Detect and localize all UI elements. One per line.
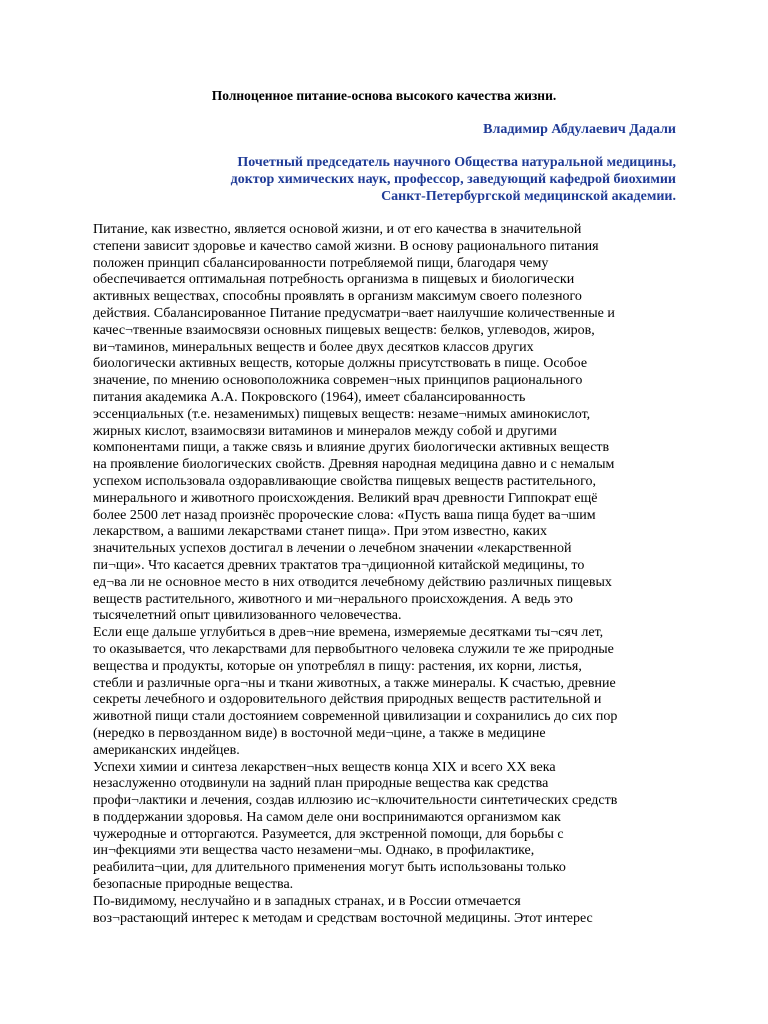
- body-line: лекарством, а вашими лекарствами станет пища». При этом известно, каких: [93, 524, 547, 540]
- body-line: Питание, как известно, является основой жизни, и от его качества в значительной: [93, 222, 582, 237]
- author-affiliation: [76, 154, 676, 205]
- body-line: реабилита¬ции, для длительного применения могут быть использованы только: [93, 860, 566, 876]
- body-line: значение, по мнению основоположника современ¬ных принципов рационального: [93, 373, 583, 389]
- document-title: Полноценное питание-основа высокого качества жизни.: [211, 88, 557, 103]
- body-line: ед¬ва ли не основное место в них отводится лечебному действию различных пищевых: [93, 574, 612, 590]
- body-line: (нередко в первозданном виде) в восточной меди¬цине, а также в медицине: [93, 725, 546, 741]
- body-line: животной пищи стали достоянием современной цивилизации и сохранились до сих пор: [93, 709, 618, 725]
- affiliation-line: доктор химических наук, профессор, заведующий кафедрой биохимии: [230, 172, 676, 187]
- body-line: профи¬лактики и лечения, создав иллюзию ис¬ключительности синтетических средств: [93, 793, 618, 809]
- body-line: американских индейцев.: [93, 742, 240, 758]
- affiliation-line: Почетный председатель научного Общества натуральной медицины,: [237, 155, 676, 170]
- body-line: питания академика А.А. Покровского (1964), имеет сбалансированность: [93, 389, 526, 405]
- body-line: качес¬твенные взаимосвязи основных пищевых веществ: белков, углеводов, жиров,: [93, 322, 595, 338]
- body-line: компонентами пищи, а также связь и влияние других биологически активных веществ: [93, 440, 610, 456]
- affiliation-line: Санкт-Петербургской медицинской академии.: [381, 189, 676, 204]
- body-line: действия. Сбалансированное Питание предусматри¬вает наилучшие количественные и: [93, 305, 615, 321]
- body-line: стебли и различные орга¬ны и ткани животных, а также минералы. К счастью, древние: [93, 675, 616, 691]
- body-line: По-видимому, неслучайно и в западных странах, и в России отмечается: [93, 893, 521, 909]
- body-line: активных веществах, способны проявлять в организм максимум своего полезного: [93, 289, 582, 305]
- body-line: ин¬фекциями эти вещества часто незамени¬мы. Однако, в профилактике,: [93, 843, 535, 859]
- body-line: то оказывается, что лекарствами для первобытного человека служили те же природные: [93, 641, 614, 657]
- body-line: степени зависит здоровье и качество самой жизни. В основу рационального питания: [93, 238, 599, 254]
- body-line: в поддержании здоровья. На самом деле они воспринимаются организмом как: [93, 809, 561, 825]
- body-line: Если еще дальше углубиться в древ¬ние времена, измеряемые десятками ты¬сяч лет,: [93, 625, 604, 641]
- body-line: пи¬щи». Что касается древних трактатов тра¬диционной китайской медицины, то: [93, 557, 585, 573]
- body-line: секреты лечебного и оздоровительного действия природных веществ растительной и: [93, 692, 602, 708]
- body-line: незаслуженно отодвинули на задний план природные вещества как средства: [93, 776, 549, 792]
- body-line: более 2500 лет назад произнёс пророческие слова: «Пусть ваша пища будет ва¬шим: [93, 507, 596, 523]
- body-line: воз¬растающий интерес к методам и средствам восточной медицины. Этот интерес: [93, 910, 593, 926]
- body-line: ви¬таминов, минеральных веществ и более двух десятков классов других: [93, 339, 534, 355]
- body-line: эссенциальных (т.е. незаменимых) пищевых веществ: незаме¬нимых аминокислот,: [93, 406, 591, 422]
- body-line: тысячелетний опыт цивилизованного человечества.: [93, 608, 402, 624]
- body-line: чужеродные и отторгаются. Разумеется, для экстренной помощи, для борьбы с: [93, 826, 564, 842]
- body-line: жирных кислот, взаимосвязи витаминов и минералов между собой и другими: [93, 423, 557, 439]
- body-line: обеспечивается оптимальная потребность организма в пищевых и биологически: [93, 272, 575, 288]
- author-name: Владимир Абдулаевич Дадали: [483, 122, 676, 137]
- body-line: вещества и продукты, которые он употреблял в пищу: растения, их корни, листья,: [93, 658, 582, 674]
- body-line: биологически активных веществ, которые должны присутствовать в пище. Особое: [93, 356, 588, 372]
- body-line: веществ растительного, животного и ми¬нерального происхождения. А ведь это: [93, 591, 573, 607]
- body-line: значительных успехов достигал в лечении о лечебном значении «лекарственной: [93, 541, 572, 557]
- body-line: минерального и животного происхождения. Великий врач древности Гиппократ ещё: [93, 490, 598, 506]
- body-line: на проявление биологических свойств. Древняя народная медицина давно и с немалым: [93, 457, 615, 473]
- article-body: [93, 222, 693, 927]
- body-line: положен принцип сбалансированности потребляемой пищи, благодаря чему: [93, 255, 549, 271]
- body-line: безопасные природные вещества.: [93, 877, 294, 893]
- body-line: успехом использовала оздоравливающие свойства пищевых веществ растительного,: [93, 473, 597, 489]
- body-line: Успехи химии и синтеза лекарствен¬ных веществ конца XIX и всего XX века: [93, 759, 556, 775]
